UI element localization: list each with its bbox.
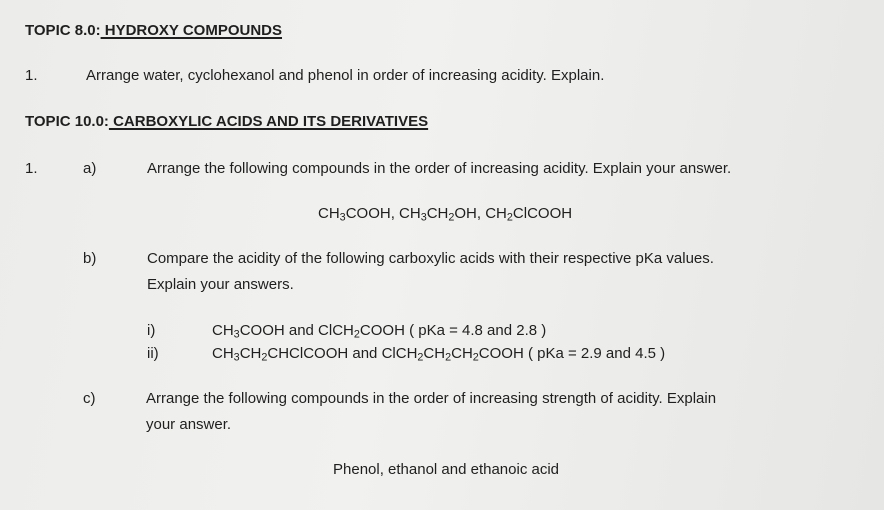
q1c-text-line1: Arrange the following compounds in the order of increasing strength of acidity. Explain [146, 390, 717, 407]
q1b-item-i-text: $CH_3COOH$ and ClCH$_2$COOH ( pKa = 4.8 and 2.8 ) [212, 322, 547, 341]
q1c-text-line2: your answer. [146, 416, 232, 433]
topic-10-label: TOPIC 10.0: [25, 113, 109, 130]
q1c-letter: c) [83, 390, 96, 407]
q1c-compounds: Phenol, ethanol and ethanoic acid [333, 461, 560, 478]
topic-8-label: TOPIC 8.0: [25, 22, 101, 39]
topic-10-heading [25, 113, 428, 131]
topic-8-q1-text: Arrange water, cyclohexanol and phenol in order of increasing acidity. Explain. [86, 67, 605, 84]
topic-8-q1-number: 1. [25, 67, 38, 84]
q1b-letter: b) [83, 250, 97, 267]
q1b-text-line2: Explain your answers. [147, 276, 294, 293]
q1a-letter: a) [83, 160, 97, 177]
q1a-text: Arrange the following compounds in the order of increasing acidity. Explain your answer. [147, 160, 732, 177]
q1a-compounds: $CH_3COOH$, $CH_3CH_2OH$, $CH_2ClCOOH$ [318, 205, 573, 224]
topic-10-q1-number: 1. [25, 160, 38, 177]
topic-8-heading [25, 22, 282, 40]
q1b-item-ii-text: $CH_3CH_2CHClCOOH$ and $ClCH_2CH_2CH_2COOH$ ( pKa = 2.9 and 4.5 ) [212, 345, 666, 364]
topic-10-title: CARBOXYLIC ACIDS AND ITS DERIVATIVES [108, 113, 429, 130]
topic-8-title: HYDROXY COMPOUNDS [100, 22, 283, 39]
q1b-text-line1: Compare the acidity of the following carboxylic acids with their respective pKa values. [147, 250, 714, 267]
q1b-item-ii-roman: ii) [147, 345, 159, 362]
q1b-item-i-roman: i) [147, 322, 156, 339]
